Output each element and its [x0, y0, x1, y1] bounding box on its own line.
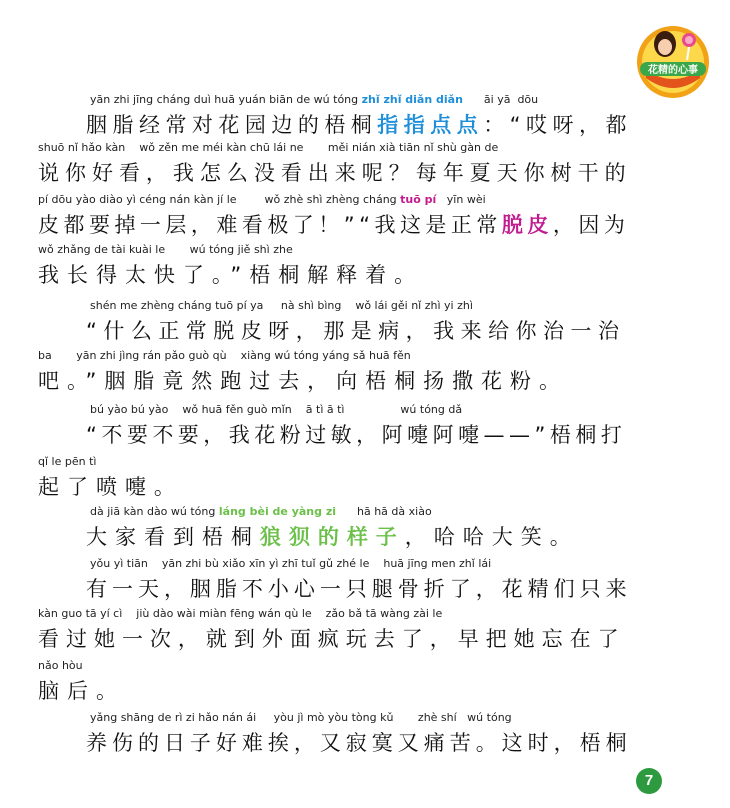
hanzi-segment: ，因为	[552, 213, 630, 237]
text-line	[0, 606, 730, 658]
pinyin-line	[38, 242, 293, 258]
hanzi-segment: 我长得太快了。”梧桐解释着。	[38, 263, 424, 287]
hanzi-segment: “什么正常脱皮呀，那是病，我来给你治一治	[86, 319, 626, 343]
pinyin-segment: nǎo hòu	[38, 659, 83, 672]
pinyin-line	[38, 348, 411, 364]
pinyin-segment: āi yā dōu	[462, 93, 539, 106]
pinyin-segment: pí dōu yào diào yì céng nán kàn jí le wǒ zhè shì zhèng cháng	[38, 193, 401, 206]
girl-face	[658, 39, 672, 55]
text-line	[0, 348, 730, 400]
hanzi-line	[38, 158, 632, 188]
page-number: 7	[636, 768, 662, 794]
hanzi-line	[86, 420, 626, 450]
hanzi-line	[86, 728, 632, 758]
hanzi-line	[86, 316, 625, 346]
pinyin-line	[38, 140, 498, 156]
hanzi-line	[38, 366, 568, 396]
hanzi-segment: 看过她一次，就到外面疯玩去了，早把她忘在了	[38, 627, 626, 651]
text-line	[0, 92, 730, 144]
hanzi-segment: 有一天，胭脂不小心一只腿骨折了，花精们只来	[86, 577, 632, 601]
pinyin-segment: wǒ zhǎng de tài kuài le wú tóng jiě shì zhe	[38, 243, 293, 256]
hanzi-segment: 狼狈的样子	[259, 525, 405, 549]
hanzi-line	[86, 522, 579, 552]
hanzi-segment: 养伤的日子好难挨，又寂寞又痛苦。这时，梧桐	[86, 731, 632, 755]
hanzi-segment: ，哈哈大笑。	[404, 525, 579, 549]
text-line	[0, 556, 730, 608]
badge-label: 花精的心事	[648, 65, 698, 76]
pinyin-line	[38, 606, 442, 622]
hanzi-segment: ：“哎呀，都	[483, 113, 632, 137]
hanzi-line	[38, 676, 125, 706]
pinyin-segment: tuō pí	[400, 193, 437, 206]
pinyin-segment: dà jiā kàn dào wú tóng	[90, 505, 219, 518]
pinyin-line	[90, 298, 473, 314]
pinyin-segment: bú yào bú yào wǒ huā fěn guò mǐn ā tì ā tì wú tóng dǎ	[90, 403, 463, 416]
pinyin-segment: yān zhi jīng cháng duì huā yuán biān de wú tóng	[90, 93, 362, 106]
hanzi-segment: 脱皮	[501, 213, 553, 237]
hanzi-segment: “不要不要，我花粉过敏，阿嚏阿嚏——”梧桐打	[86, 423, 627, 447]
text-line	[0, 192, 730, 244]
pinyin-segment: shuō nǐ hǎo kàn wǒ zěn me méi kàn chū lái ne měi nián xià tiān nǐ shù gàn de	[38, 141, 499, 154]
text-line	[0, 658, 730, 710]
hanzi-line	[86, 574, 632, 604]
pinyin-segment: zhǐ zhǐ diǎn diǎn	[361, 93, 463, 106]
text-line	[0, 298, 730, 350]
hanzi-line	[38, 260, 423, 290]
pinyin-segment: kàn guo tā yí cì jiù dào wài miàn fēng wán qù le zǎo bǎ tā wàng zài le	[38, 607, 443, 620]
hanzi-segment: 起了喷嚏。	[38, 475, 183, 499]
pinyin-line	[38, 192, 486, 208]
pinyin-line	[90, 504, 432, 520]
pinyin-segment: hā hā dà xiào	[336, 505, 432, 518]
pinyin-segment: ba yān zhi jìng rán pǎo guò qù xiàng wú tóng yáng sǎ huā fěn	[38, 349, 411, 362]
pinyin-line	[90, 556, 491, 572]
hanzi-segment: 大家看到梧桐	[86, 525, 260, 549]
pinyin-line	[90, 92, 538, 108]
pinyin-segment: láng bèi de yàng zi	[218, 505, 337, 518]
hanzi-segment: 吧。”胭脂竟然跑过去，向梧桐扬撒花粉。	[38, 369, 568, 393]
pinyin-line	[90, 402, 462, 418]
hanzi-line	[38, 624, 626, 654]
pinyin-line	[38, 658, 83, 674]
hanzi-segment: 脑后。	[38, 679, 125, 703]
badge-logo	[632, 18, 714, 100]
text-line	[0, 242, 730, 294]
hanzi-line	[86, 110, 632, 140]
text-line	[0, 710, 730, 762]
hanzi-segment: 皮都要掉一层，难看极了！”“我这是正常	[38, 213, 502, 237]
text-line	[0, 402, 730, 454]
pinyin-line	[90, 710, 512, 726]
pinyin-segment: yǒu yì tiān yān zhi bù xiǎo xīn yì zhī tuǐ gǔ zhé le huā jīng men zhǐ lái	[90, 557, 492, 570]
pinyin-segment: yǎng shāng de rì zi hǎo nán ái yòu jì mò yòu tòng kǔ zhè shí wú tóng	[90, 711, 512, 724]
pinyin-segment: shén me zhèng cháng tuō pí ya nà shì bìng wǒ lái gěi nǐ zhì yi zhì	[90, 299, 473, 312]
hanzi-segment: 说你好看，我怎么没看出来呢？每年夏天你树干的	[38, 161, 632, 185]
hanzi-segment: 胭脂经常对花园边的梧桐	[86, 113, 378, 137]
text-line	[0, 140, 730, 192]
text-line	[0, 504, 730, 556]
pinyin-line	[38, 454, 96, 470]
hanzi-line	[38, 210, 629, 240]
hanzi-line	[38, 472, 183, 502]
text-line	[0, 454, 730, 506]
pinyin-segment: qǐ le pēn tì	[38, 455, 97, 468]
hanzi-segment: 指指点点	[377, 113, 484, 137]
pinyin-segment: yīn wèi	[436, 193, 486, 206]
